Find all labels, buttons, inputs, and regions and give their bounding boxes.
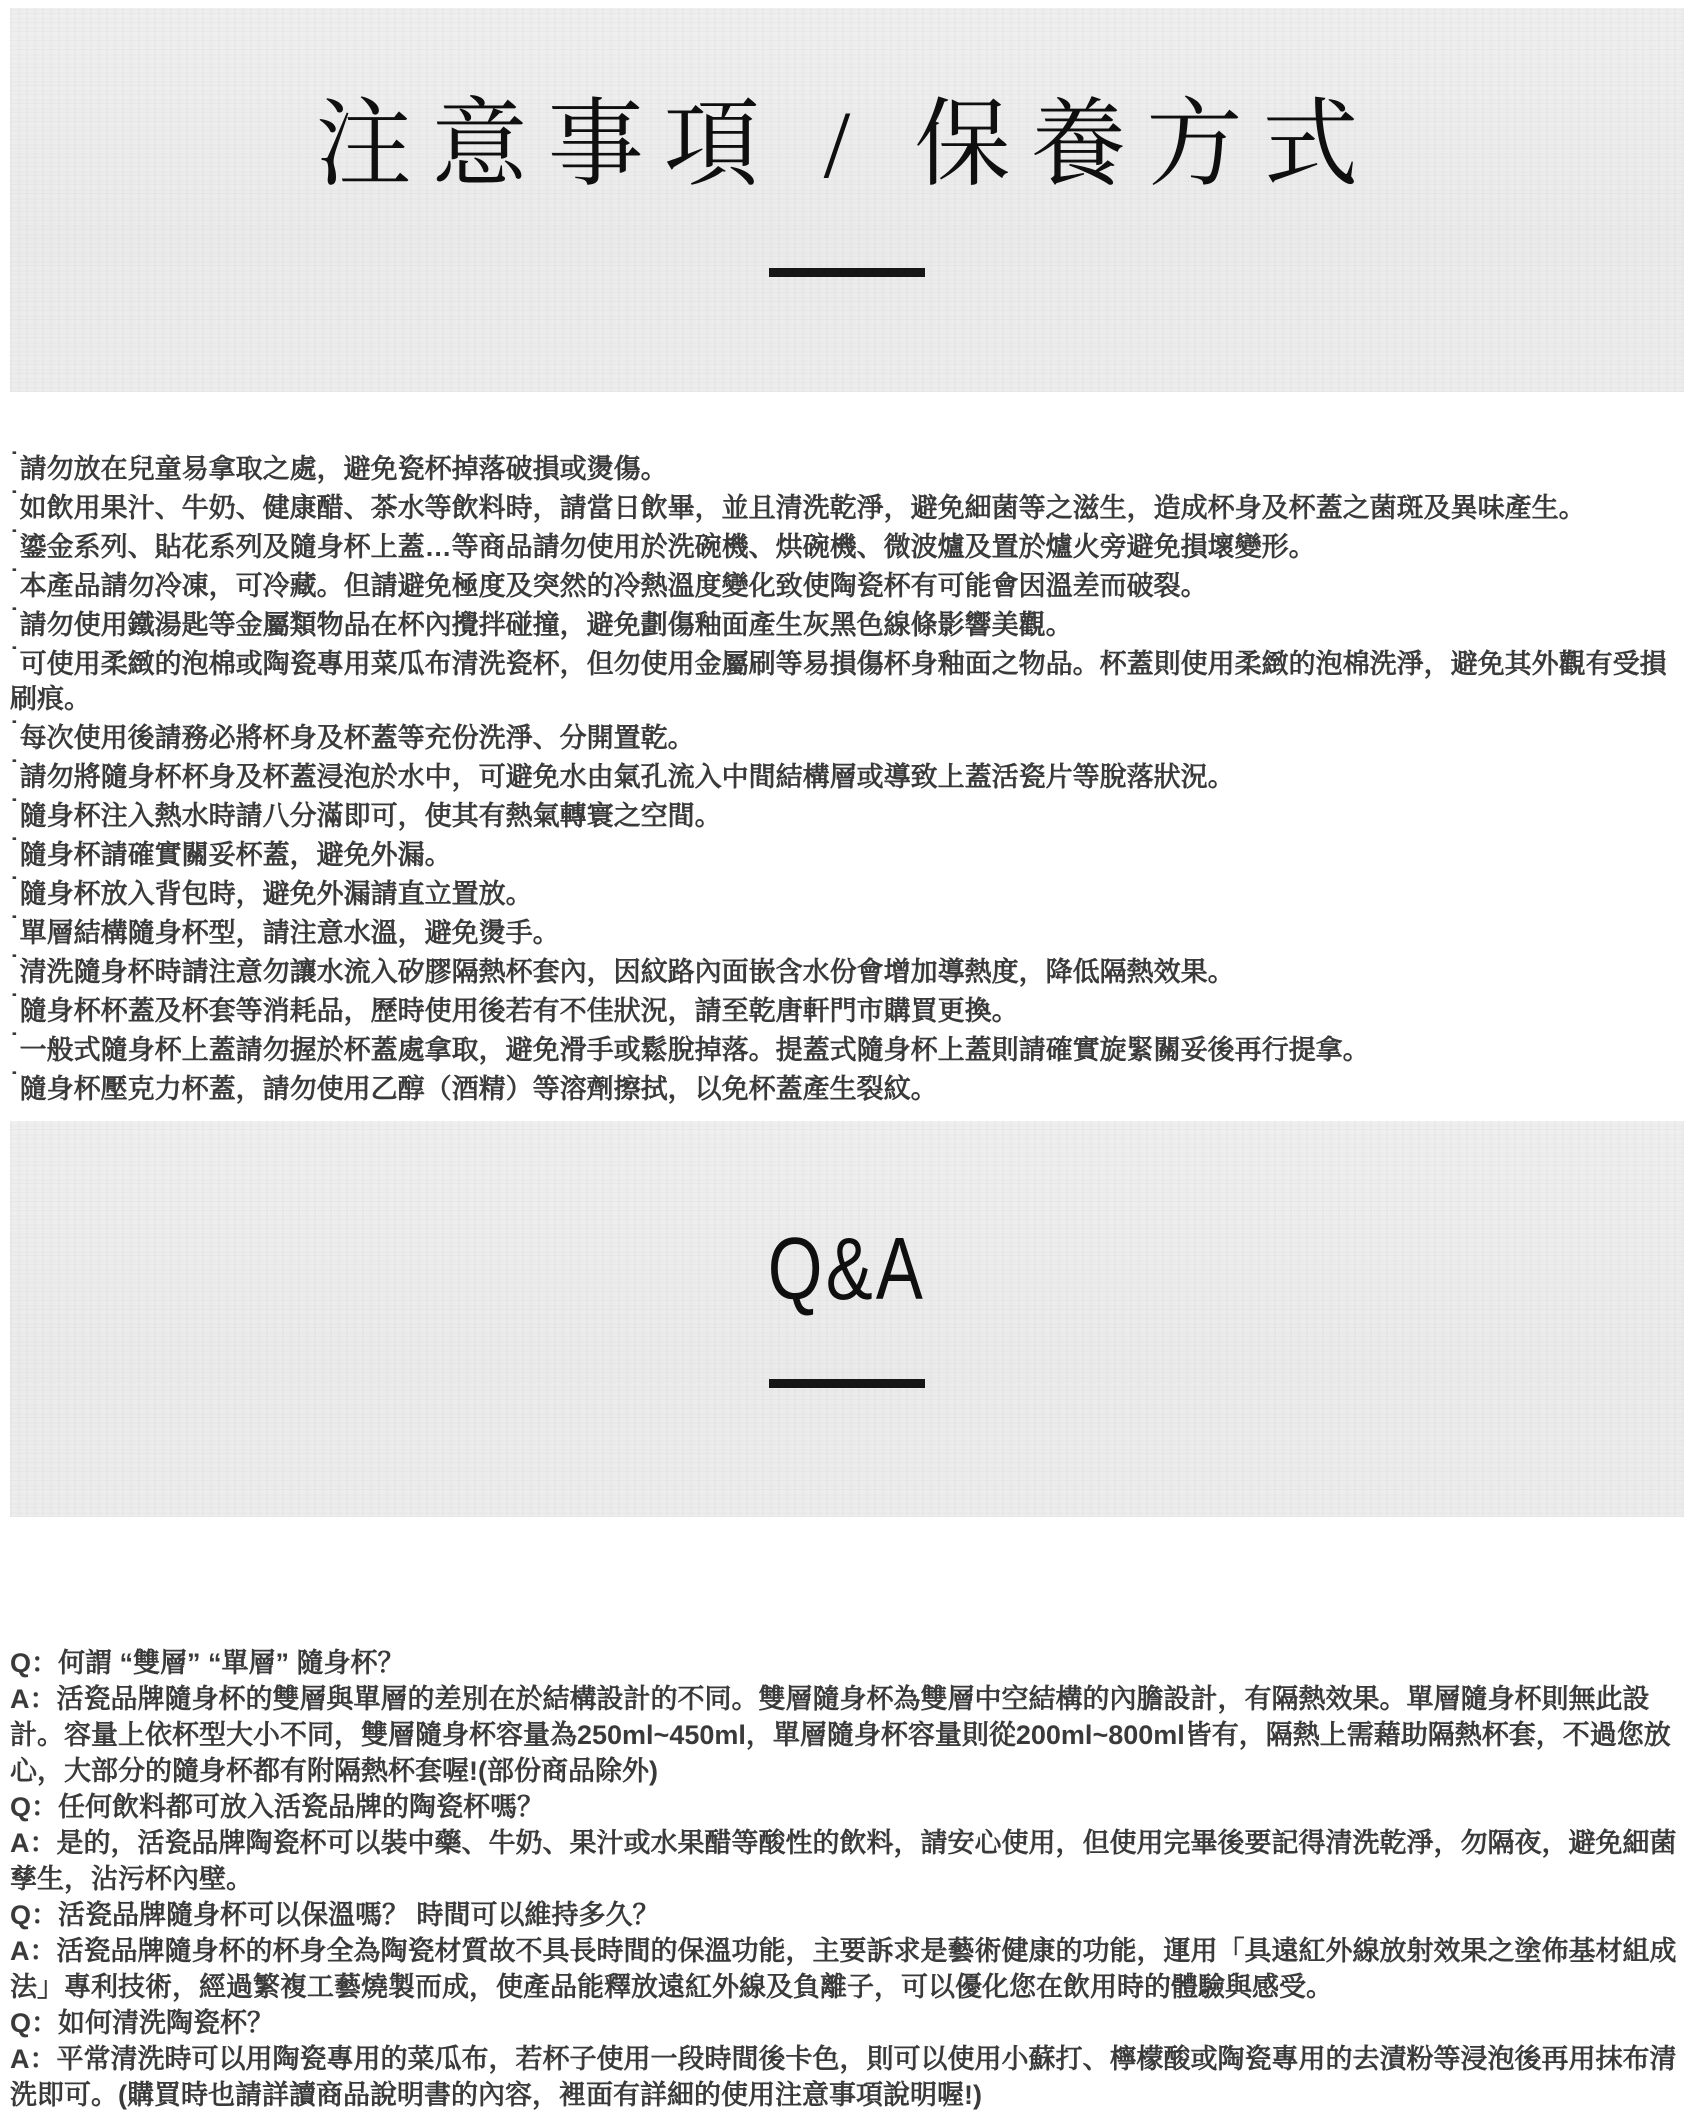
bullet-dot-icon: ˙ [10, 641, 19, 671]
qa-question: Q：任何飲料都可放入活瓷品牌的陶瓷杯嗎？ [10, 1792, 545, 1822]
note-item [10, 756, 1682, 795]
care-banner-divider [769, 268, 925, 277]
bullet-dot-icon: ˙ [10, 988, 19, 1018]
note-item [10, 873, 1682, 912]
qa-item [10, 2005, 1682, 2113]
note-text: 如飲用果汁、牛奶、健康醋、茶水等飲料時，請當日飲畢，並且清洗乾淨，避免細菌等之滋生，造成杯身及杯蓋之菌斑及異味產生。 [19, 493, 1586, 523]
note-item [10, 643, 1682, 717]
note-item [10, 1068, 1682, 1107]
note-item [10, 604, 1682, 643]
bullet-dot-icon: ˙ [10, 602, 19, 632]
qa-item [10, 1897, 1682, 2005]
qa-banner-title: Q&A [767, 1219, 927, 1318]
note-item [10, 448, 1682, 487]
bullet-dot-icon: ˙ [10, 524, 19, 554]
qa-answer: A：是的，活瓷品牌陶瓷杯可以裝中藥、牛奶、果汁或水果醋等酸性的飲料，請安心使用，但使用完畢後要記得清洗乾淨，勿隔夜，避免細菌孳生，沾污杯內壁。 [10, 1828, 1677, 1894]
note-text: 請勿將隨身杯杯身及杯蓋浸泡於水中，可避免水由氣孔流入中間結構層或導致上蓋活瓷片等脫落狀況。 [19, 762, 1235, 792]
qa-question: Q：活瓷品牌隨身杯可以保溫嗎？ 時間可以維持多久？ [10, 1900, 660, 1930]
note-text: 隨身杯杯蓋及杯套等消耗品，歷時使用後若有不佳狀況，請至乾唐軒門市購買更換。 [19, 996, 1019, 1026]
bullet-dot-icon: ˙ [10, 793, 19, 823]
note-item [10, 565, 1682, 604]
note-text: 請勿使用鐵湯匙等金屬類物品在杯內攪拌碰撞，避免劃傷釉面產生灰黑色線條影響美觀。 [19, 610, 1073, 640]
note-text: 一般式隨身杯上蓋請勿握於杯蓋處拿取，避免滑手或鬆脫掉落。提蓋式隨身杯上蓋則請確實旋緊關妥後再行提拿。 [19, 1035, 1370, 1065]
qa-list [10, 1645, 1682, 2113]
bullet-dot-icon: ˙ [10, 754, 19, 784]
bullet-dot-icon: ˙ [10, 1066, 19, 1096]
qa-answer: A：活瓷品牌隨身杯的雙層與單層的差別在於結構設計的不同。雙層隨身杯為雙層中空結構的內膽設計，有隔熱效果。單層隨身杯則無此設計。容量上依杯型大小不同，雙層隨身杯容量為250ml~450ml，單層隨身杯容量則從200ml~800ml皆有，隔熱上需藉助隔熱杯套，不過您放心，大部分的隨身杯都有附隔熱杯套喔!(部份商品除外) [10, 1684, 1671, 1786]
bullet-dot-icon: ˙ [10, 871, 19, 901]
note-item [10, 990, 1682, 1029]
note-item [10, 487, 1682, 526]
note-text: 隨身杯壓克力杯蓋，請勿使用乙醇（酒精）等溶劑擦拭，以免杯蓋產生裂紋。 [19, 1074, 938, 1104]
bullet-dot-icon: ˙ [10, 446, 19, 476]
note-text: 每次使用後請務必將杯身及杯蓋等充份洗淨、分開置乾。 [19, 723, 695, 753]
qa-item [10, 1789, 1682, 1897]
bullet-dot-icon: ˙ [10, 910, 19, 940]
qa-item [10, 1645, 1682, 1789]
care-banner-title: 注意事項 / 保養方式 [315, 91, 1379, 198]
note-item [10, 834, 1682, 873]
note-item [10, 795, 1682, 834]
qa-banner [10, 1121, 1684, 1517]
bullet-dot-icon: ˙ [10, 485, 19, 515]
qa-answer: A：活瓷品牌隨身杯的杯身全為陶瓷材質故不具長時間的保溫功能，主要訴求是藝術健康的功能，運用「具遠紅外線放射效果之塗佈基材組成法」專利技術，經過繁複工藝燒製而成，使產品能釋放遠紅外線及負離子，可以優化您在飲用時的體驗與感受。 [10, 1936, 1677, 2002]
bullet-dot-icon: ˙ [10, 949, 19, 979]
bullet-dot-icon: ˙ [10, 563, 19, 593]
note-text: 鎏金系列、貼花系列及隨身杯上蓋…等商品請勿使用於洗碗機、烘碗機、微波爐及置於爐火旁避免損壞變形。 [19, 532, 1316, 562]
qa-question: Q：如何清洗陶瓷杯？ [10, 2008, 275, 2038]
qa-banner-divider [769, 1379, 925, 1388]
qa-answer: A：平常清洗時可以用陶瓷專用的菜瓜布，若杯子使用一段時間後卡色，則可以使用小蘇打、檸檬酸或陶瓷專用的去漬粉等浸泡後再用抹布清洗即可。(購買時也請詳讀商品說明書的內容，裡面有詳細的使用注意事項說明喔!) [10, 2044, 1677, 2110]
note-item [10, 717, 1682, 756]
note-text: 單層結構隨身杯型，請注意水溫，避免燙手。 [19, 918, 560, 948]
note-item [10, 1029, 1682, 1068]
bullet-dot-icon: ˙ [10, 715, 19, 745]
care-banner [10, 8, 1684, 392]
bullet-dot-icon: ˙ [10, 832, 19, 862]
care-notes-list [10, 448, 1682, 1107]
note-item [10, 526, 1682, 565]
qa-question: Q：何謂 “雙層” “單層” 隨身杯？ [10, 1648, 405, 1678]
note-text: 可使用柔緻的泡棉或陶瓷專用菜瓜布清洗瓷杯，但勿使用金屬刷等易損傷杯身釉面之物品。杯蓋則使用柔緻的泡棉洗淨，避免其外觀有受損刷痕。 [10, 649, 1667, 714]
note-text: 清洗隨身杯時請注意勿讓水流入矽膠隔熱杯套內，因紋路內面嵌含水份會增加導熱度，降低隔熱效果。 [19, 957, 1235, 987]
note-text: 隨身杯注入熱水時請八分滿即可，使其有熱氣轉寰之空間。 [19, 801, 722, 831]
note-item [10, 912, 1682, 951]
note-text: 隨身杯請確實關妥杯蓋，避免外漏。 [19, 840, 452, 870]
note-text: 本產品請勿冷凍，可冷藏。但請避免極度及突然的冷熱溫度變化致使陶瓷杯有可能會因溫差而破裂。 [19, 571, 1208, 601]
note-text: 請勿放在兒童易拿取之處，避免瓷杯掉落破損或燙傷。 [19, 454, 668, 484]
bullet-dot-icon: ˙ [10, 1027, 19, 1057]
note-text: 隨身杯放入背包時，避免外漏請直立置放。 [19, 879, 533, 909]
note-item [10, 951, 1682, 990]
